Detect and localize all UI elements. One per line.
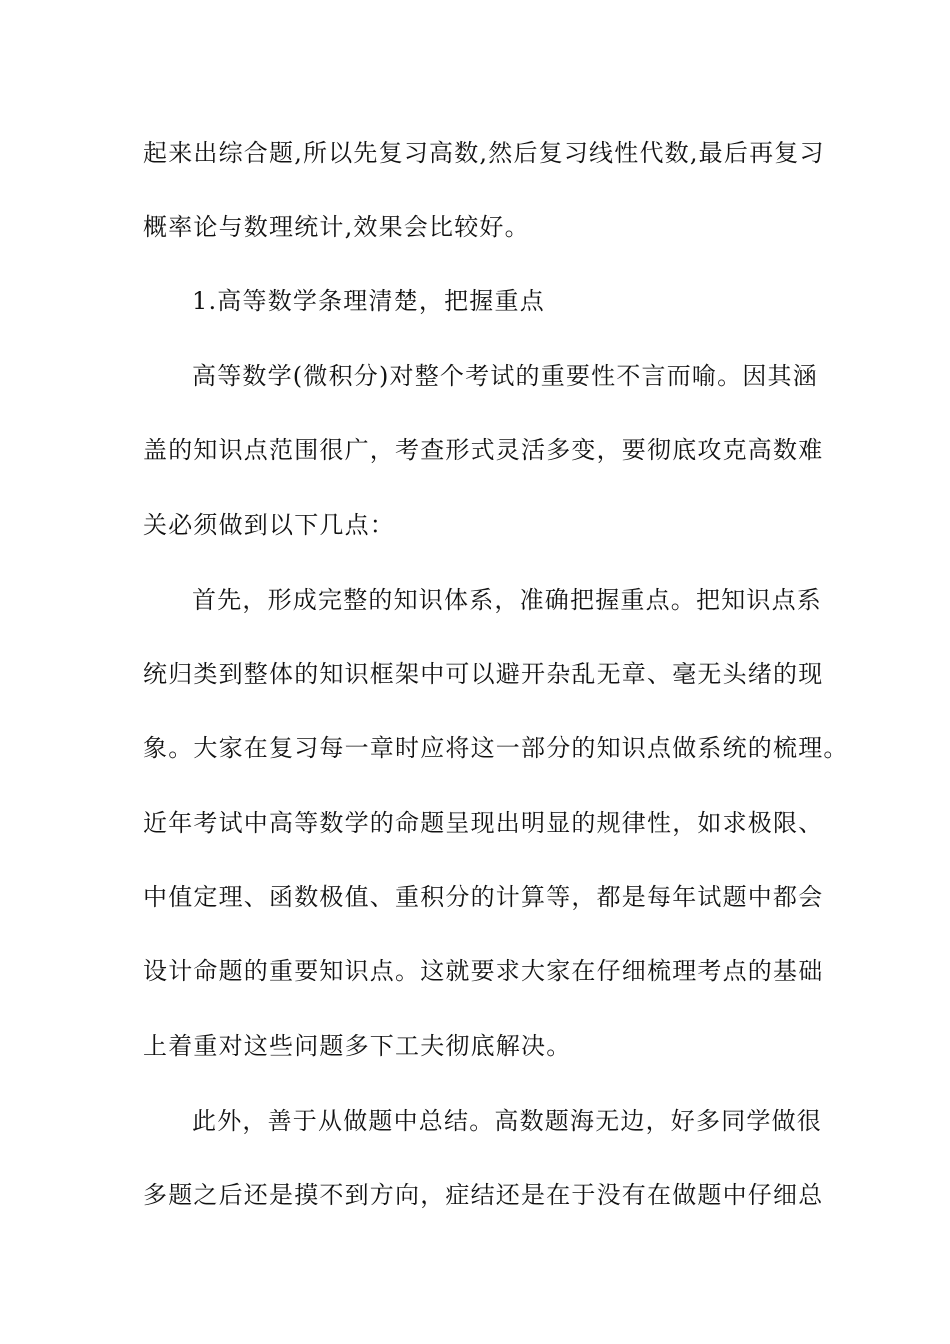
- text-line: 中值定理、函数极值、重积分的计算等，都是每年试题中都会: [143, 883, 824, 911]
- text-line: 设计命题的重要知识点。这就要求大家在仔细梳理考点的基础: [143, 957, 824, 985]
- text-line: 象。大家在复习每一章时应将这一部分的知识点做系统的梳理。: [143, 734, 849, 762]
- text-line: 近年考试中高等数学的命题呈现出明显的规律性，如求极限、: [143, 809, 824, 837]
- paragraph-start: 高等数学(微积分)对整个考试的重要性不言而喻。因其涵: [192, 362, 818, 390]
- text-line: 多题之后还是摸不到方向，症结还是在于没有在做题中仔细总: [143, 1181, 824, 1209]
- text-line: 关必须做到以下几点：: [143, 511, 395, 539]
- text-line: 盖的知识点范围很广，考查形式灵活多变，要彻底攻克高数难: [143, 436, 824, 464]
- section-heading: 1.高等数学条理清楚，把握重点: [192, 287, 545, 315]
- text-line: 起来出综合题,所以先复习高数,然后复习线性代数,最后再复习: [143, 139, 825, 167]
- text-line: 概率论与数理统计,效果会比较好。: [143, 213, 530, 241]
- paragraph-start: 首先，形成完整的知识体系，准确把握重点。把知识点系: [192, 586, 822, 614]
- paragraph-start: 此外，善于从做题中总结。高数题海无边，好多同学做很: [192, 1107, 822, 1135]
- text-line: 统归类到整体的知识框架中可以避开杂乱无章、毫无头绪的现: [143, 660, 824, 688]
- text-line: 上着重对这些问题多下工夫彻底解决。: [143, 1032, 572, 1060]
